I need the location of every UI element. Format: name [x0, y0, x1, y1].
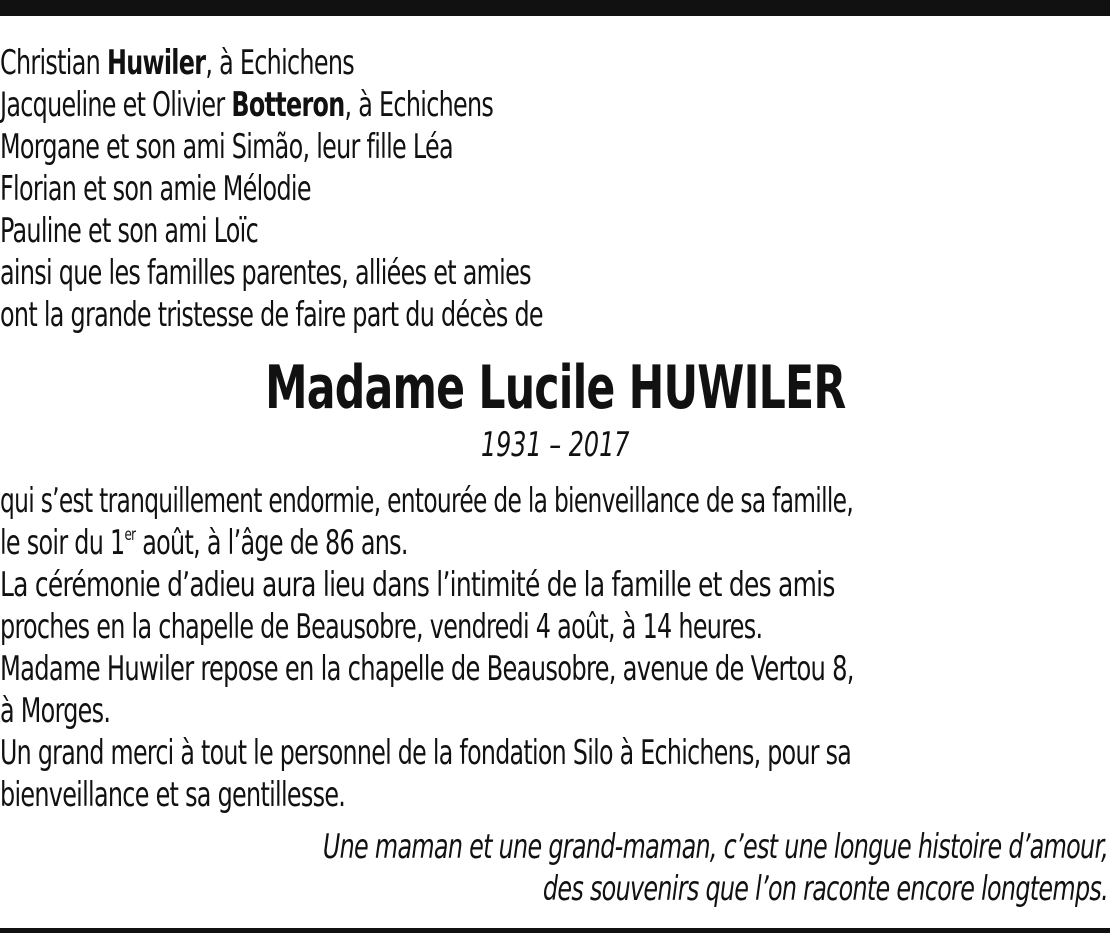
- family-text: Jacqueline et Olivier: [0, 85, 232, 125]
- family-text: , à Echichens: [344, 85, 494, 125]
- family-line: Florian et son amie Mélodie: [0, 169, 311, 209]
- body-text: août, à l’âge de 86 ans.: [135, 523, 408, 563]
- deceased-name: [0, 350, 1110, 426]
- top-rule: [0, 0, 1110, 16]
- body-line: Madame Huwiler repose en la chapelle de Beausobre, avenue de Vertou 8,: [0, 649, 854, 689]
- body-text: le soir du 1: [0, 523, 125, 563]
- body-line: à Morges.: [0, 691, 111, 731]
- deceased-name-text: Madame Lucile HUWILER: [264, 353, 846, 423]
- body-line: proches en la chapelle de Beausobre, vendredi 4 août, à 14 heures.: [0, 607, 763, 647]
- bottom-rule: [0, 928, 1110, 933]
- body-line: bienveillance et sa gentillesse.: [0, 775, 346, 815]
- family-line: [0, 84, 866, 126]
- ordinal-suffix: er: [124, 525, 136, 545]
- family-list: [0, 42, 1110, 336]
- closing-quote: [0, 826, 1108, 910]
- notice-body: [0, 480, 1110, 816]
- family-surname: Huwiler: [106, 43, 206, 83]
- quote-line: des souvenirs que l’on raconte encore longtemps.: [542, 869, 1108, 909]
- quote-line: Une maman et une grand-maman, c’est une longue histoire d’amour,: [322, 827, 1108, 867]
- deceased-years-text: 1931 – 2017: [480, 425, 630, 465]
- family-text: Christian: [0, 43, 107, 83]
- body-line: [0, 522, 866, 564]
- body-line: La cérémonie d’adieu aura lieu dans l’intimité de la famille et des amis: [0, 565, 835, 605]
- family-line: [0, 42, 866, 84]
- body-line: Un grand merci à tout le personnel de la fondation Silo à Echichens, pour sa: [0, 733, 852, 773]
- deceased-years: [0, 424, 1110, 466]
- family-line: Pauline et son ami Loïc: [0, 211, 259, 251]
- family-surname: Botteron: [231, 85, 345, 125]
- announcement-line: ont la grande tristesse de faire part du décès de: [0, 295, 543, 335]
- family-line: ainsi que les familles parentes, alliées et amies: [0, 253, 531, 293]
- family-text: , à Echichens: [205, 43, 354, 83]
- body-line: qui s’est tranquillement endormie, entourée de la bienveillance de sa famille,: [0, 481, 854, 521]
- family-line: Morgane et son ami Simão, leur fille Léa: [0, 127, 453, 167]
